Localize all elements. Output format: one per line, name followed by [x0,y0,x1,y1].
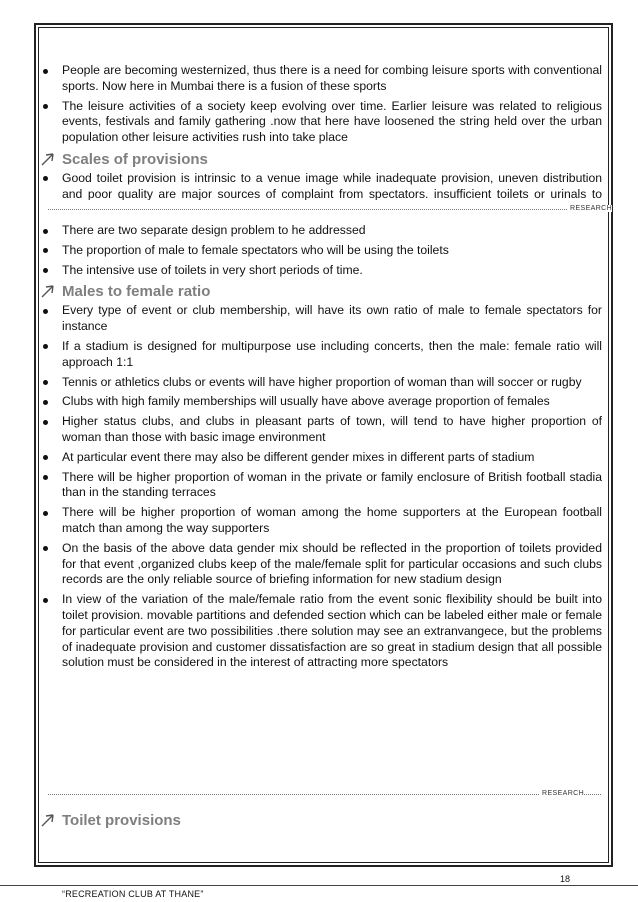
list-item: At particular event there may also be different gender mixes in different parts of stadium [40,450,604,466]
page-number: 18 [560,874,571,884]
list-item: On the basis of the above data gender mix should be reflected in the proportion of toilets provided for that event ,organized clubs keep of the male/female split for particular occasions and such clubs records are the only reliable source of briefing information for new stadium design [40,541,604,588]
bullet-list [40,303,604,671]
bullet-icon [43,248,48,253]
list-item: The proportion of male to female spectators who will be using the toilets [40,243,604,259]
bullet-icon [43,400,48,405]
arrow-bullet-icon [40,151,56,167]
footer-rule [0,885,638,886]
section-middle [40,223,604,753]
list-item: The intensive use of toilets in very short periods of time. [40,263,604,279]
bullet-icon [43,229,48,234]
list-item: Clubs with high family memberships will usually have above average proportion of females [40,394,604,410]
bullet-list [40,171,604,200]
bullet-icon [43,475,48,480]
section-top [40,63,604,200]
bullet-list [40,223,604,278]
section-heading: Toilet provisions [40,811,604,830]
bullet-icon [43,69,48,74]
bullet-icon [43,511,48,516]
list-item: Good toilet provision is intrinsic to a venue image while inadequate provision, uneven distribution and poor quality are major sources of complaint from spectators. insufficient toilets or urinals to [40,171,604,200]
separator-label: RESEARCH [542,790,585,797]
bullet-icon [43,268,48,273]
list-item: Every type of event or club membership, will have its own ratio of male to female spectators for instance [40,303,604,335]
bullet-icon [43,455,48,460]
list-item: Higher status clubs, and clubs in pleasant parts of town, will tend to have higher proportion of woman than those with basic image environment [40,414,604,446]
bullet-icon [43,309,48,314]
list-item: If a stadium is designed for multipurpose use including concerts, then the male: female ratio will approach 1:1 [40,339,604,371]
section-separator [48,202,601,210]
list-item: There will be higher proportion of woman among the home supporters at the European football match than among the way supporters [40,505,604,537]
bullet-icon [43,104,48,109]
separator-label: RESEARCH [570,205,613,212]
bullet-icon [43,176,48,181]
list-item: There are two separate design problem to he addressed [40,223,604,239]
arrow-bullet-icon [40,283,56,299]
list-item: There will be higher proportion of woman in the private or family enclosure of British football stadia than in the standing terraces [40,470,604,502]
list-item: People are becoming westernized, thus there is a need for combing leisure sports with conventional sports. Now here in Mumbai there is a fusion of these sports [40,63,604,95]
bullet-icon [43,420,48,425]
list-item: The leisure activities of a society keep evolving over time. Earlier leisure was related to religious events, festivals and family gathering .now that here have loosened the string held over the urban population other leisure activities rush into take place [40,99,604,146]
bullet-icon [43,344,48,349]
footer-text: “RECREATION CLUB AT THANE” [62,889,204,899]
bullet-list [40,63,604,146]
bullet-icon [43,598,48,603]
arrow-bullet-icon [40,812,56,828]
list-item: Tennis or athletics clubs or events will have higher proportion of woman than will soccer or rugby [40,375,604,391]
bullet-icon [43,546,48,551]
section-bottom [40,810,604,834]
section-heading: Scales of provisions [40,150,604,169]
list-item: In view of the variation of the male/female ratio from the event sonic flexibility should be built into toilet provision. movable partitions and defended section which can be labeled either male or female for particular event are two possibilities .there solution may see an extranvangece, but the problems of inadequate provision and customer dissatisfaction are so great in stadium design that all possible solution must be considered in the interest of attracting more spectators [40,592,604,671]
section-separator [48,787,601,795]
section-heading: Males to female ratio [40,282,604,301]
bullet-icon [43,380,48,385]
